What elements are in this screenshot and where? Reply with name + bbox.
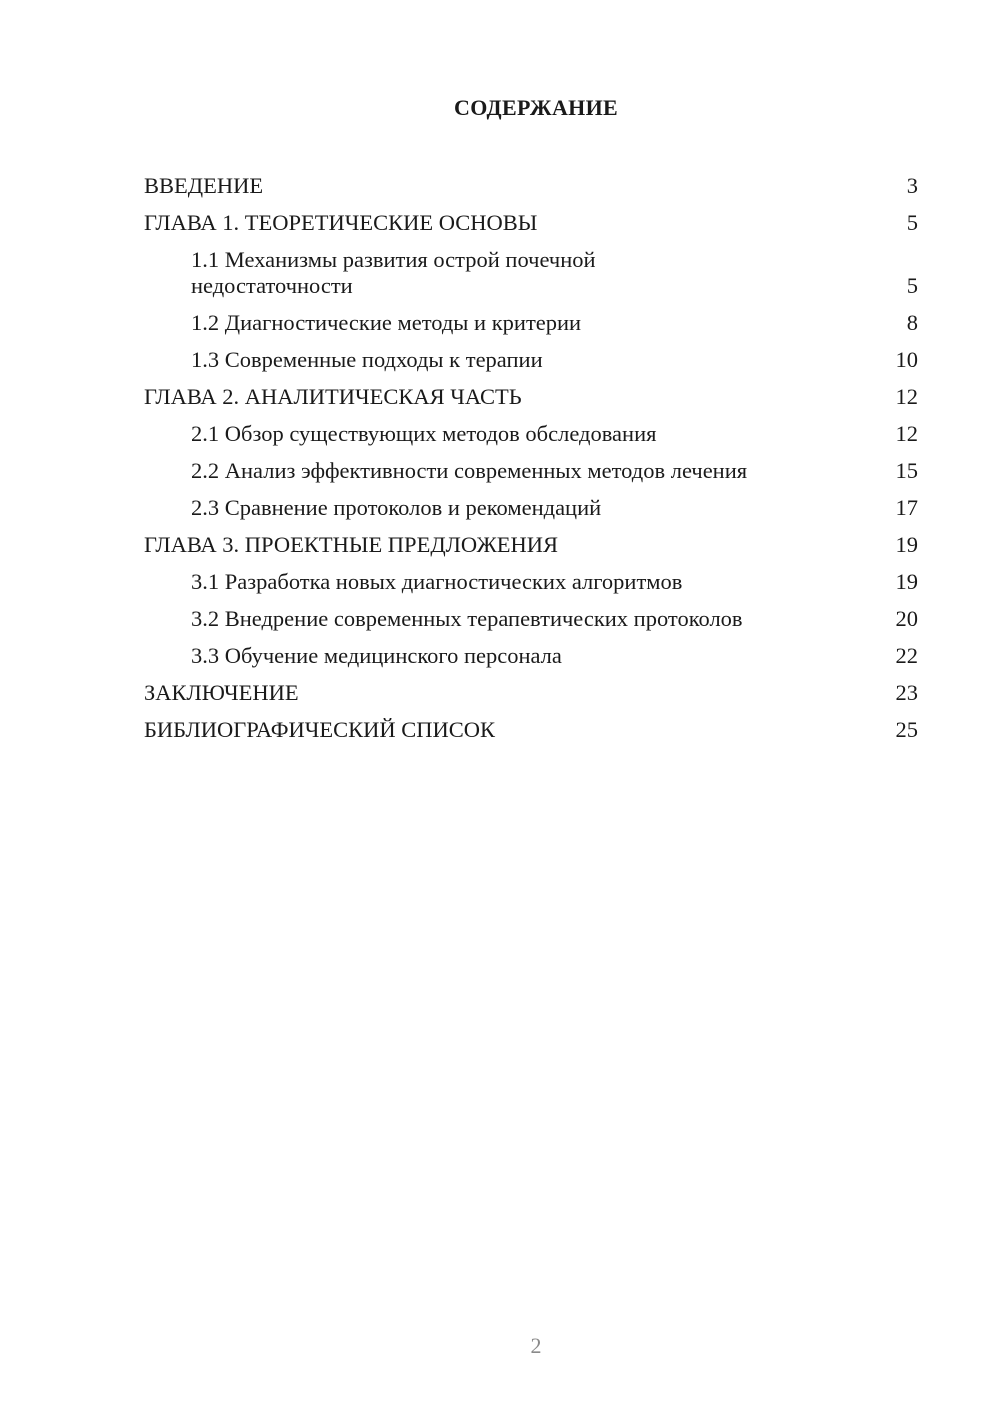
toc-entry-bibliography[interactable] <box>144 711 918 748</box>
toc-entry-label: ЗАКЛЮЧЕНИЕ <box>144 680 299 705</box>
toc-entry-page: 5 <box>906 210 918 235</box>
toc-entry-page: 19 <box>895 569 918 594</box>
toc-entry-label: 3.2 Внедрение современных терапевтических протоколов <box>191 606 743 631</box>
toc-entry-label: ГЛАВА 2. АНАЛИТИЧЕСКАЯ ЧАСТЬ <box>144 384 522 409</box>
toc-entry-conclusion[interactable] <box>144 674 918 711</box>
toc-entry-label: БИБЛИОГРАФИЧЕСКИЙ СПИСОК <box>144 717 496 742</box>
toc-entry-page: 5 <box>906 273 918 298</box>
toc-entry-label: 1.3 Современные подходы к терапии <box>191 347 543 372</box>
toc-entry-page: 23 <box>895 680 918 705</box>
toc-entry-section-1-3[interactable] <box>144 341 918 378</box>
toc-entry-page: 10 <box>895 347 918 372</box>
toc-entry-section-2-1[interactable] <box>144 415 918 452</box>
toc-entry-label: 1.1 Механизмы развития острой почечной недостаточности <box>191 247 596 298</box>
toc-entry-chapter-3[interactable] <box>144 526 918 563</box>
toc-entry-section-3-3[interactable] <box>144 637 918 674</box>
toc-entry-label: ГЛАВА 1. ТЕОРЕТИЧЕСКИЕ ОСНОВЫ <box>144 210 538 235</box>
page-number: 2 <box>530 1333 542 1358</box>
toc-entry-introduction[interactable] <box>144 167 918 204</box>
toc-entry-label: 1.2 Диагностические методы и критерии <box>191 310 582 335</box>
toc-entry-label: 3.3 Обучение медицинского персонала <box>191 643 562 668</box>
toc-entry-page: 17 <box>895 495 918 520</box>
toc-entry-page: 25 <box>895 717 918 742</box>
toc-entry-page: 22 <box>895 643 918 668</box>
toc-entry-page: 19 <box>895 532 918 557</box>
toc-entry-label: ВВЕДЕНИЕ <box>144 173 264 198</box>
toc-entry-label: 3.1 Разработка новых диагностических алгоритмов <box>191 569 683 594</box>
toc-entry-page: 12 <box>895 421 918 446</box>
toc-entry-chapter-2[interactable] <box>144 378 918 415</box>
table-of-contents <box>144 167 918 748</box>
toc-entry-section-3-2[interactable] <box>144 600 918 637</box>
toc-entry-section-3-1[interactable] <box>144 563 918 600</box>
toc-entry-page: 3 <box>906 173 918 198</box>
toc-entry-section-1-1[interactable] <box>144 241 918 304</box>
page-title: СОДЕРЖАНИЕ <box>454 95 618 120</box>
toc-entry-page: 12 <box>895 384 918 409</box>
toc-entry-section-1-2[interactable] <box>144 304 918 341</box>
toc-entry-label: 2.2 Анализ эффективности современных методов лечения <box>191 458 748 483</box>
toc-entry-label: 2.1 Обзор существующих методов обследования <box>191 421 657 446</box>
toc-entry-section-2-2[interactable] <box>144 452 918 489</box>
toc-entry-section-2-3[interactable] <box>144 489 918 526</box>
toc-entry-label: ГЛАВА 3. ПРОЕКТНЫЕ ПРЕДЛОЖЕНИЯ <box>144 532 559 557</box>
toc-entry-page: 8 <box>906 310 918 335</box>
toc-entry-page: 15 <box>895 458 918 483</box>
toc-entry-label: 2.3 Сравнение протоколов и рекомендаций <box>191 495 602 520</box>
toc-entry-chapter-1[interactable] <box>144 204 918 241</box>
toc-entry-page: 20 <box>895 606 918 631</box>
